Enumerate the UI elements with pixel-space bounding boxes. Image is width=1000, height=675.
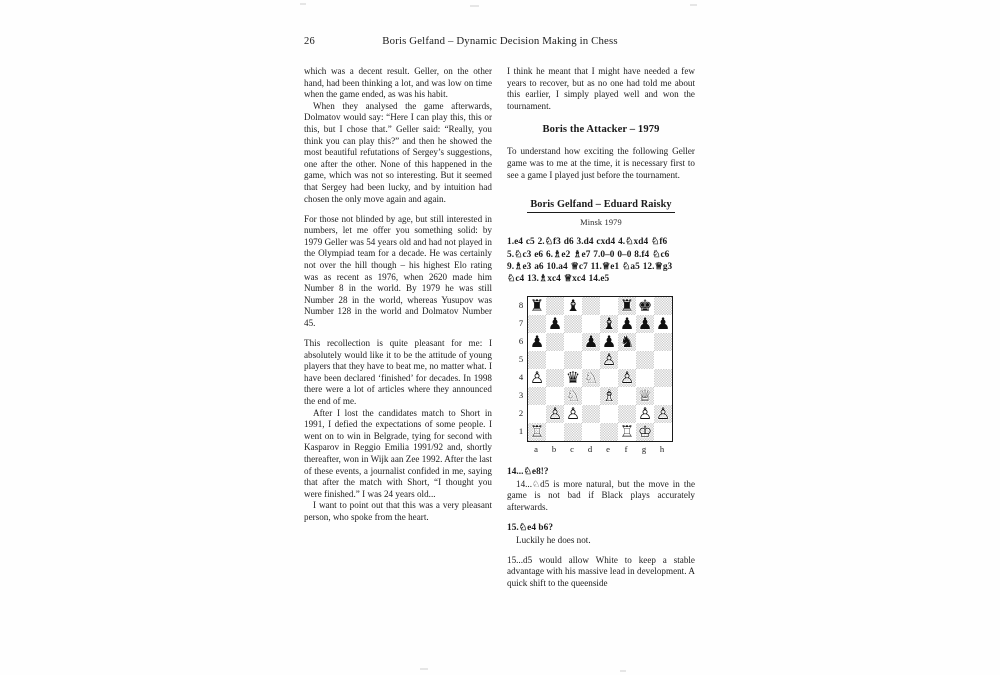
paragraph: which was a decent result. Geller, on the other hand, had been thinking a lot, and was low on time when the game ended, as was his habit. bbox=[304, 66, 492, 100]
board-square-b1 bbox=[546, 423, 564, 441]
board-square-f7 bbox=[618, 315, 636, 333]
chess-piece: ♖ bbox=[529, 421, 545, 441]
chess-piece: ♝ bbox=[565, 295, 581, 315]
board-square-b6 bbox=[546, 333, 564, 351]
board-square-a3 bbox=[528, 387, 546, 405]
board-square-d2 bbox=[582, 405, 600, 423]
file-label: d bbox=[587, 443, 593, 454]
game-event: Minsk 1979 bbox=[580, 218, 622, 228]
chess-piece: ♙ bbox=[529, 367, 545, 387]
file-labels bbox=[527, 444, 677, 454]
board-square-b3 bbox=[546, 387, 564, 405]
chess-piece: ♜ bbox=[529, 295, 545, 315]
file-label: b bbox=[551, 443, 557, 454]
board-square-b8 bbox=[546, 297, 564, 315]
board-square-g6 bbox=[636, 333, 654, 351]
board-square-g1 bbox=[636, 423, 654, 441]
board-square-g7 bbox=[636, 315, 654, 333]
paragraph: 15...d5 would allow White to keep a stable advantage with his massive lead in development. A quick shift to the queenside bbox=[507, 554, 695, 589]
board-square-a4 bbox=[528, 369, 546, 387]
board-with-ranks bbox=[515, 296, 677, 442]
chess-piece: ♛ bbox=[565, 367, 581, 387]
board-square-b2 bbox=[546, 405, 564, 423]
scan-artifact bbox=[300, 3, 306, 5]
rank-label: 6 bbox=[518, 335, 524, 346]
board-square-c3 bbox=[564, 387, 582, 405]
chessboard bbox=[527, 296, 673, 442]
board-square-h5 bbox=[654, 351, 672, 369]
board-square-h6 bbox=[654, 333, 672, 351]
move-line: 1.e4 c5 2.♘f3 d6 3.d4 cxd4 4.♘xd4 ♘f6 bbox=[507, 237, 668, 248]
chess-piece: ♘ bbox=[565, 385, 581, 405]
board-square-e7 bbox=[600, 315, 618, 333]
board-square-a1 bbox=[528, 423, 546, 441]
board-square-c8 bbox=[564, 297, 582, 315]
board-square-h3 bbox=[654, 387, 672, 405]
annotated-move: 15.♘e4 b6? bbox=[507, 522, 554, 533]
board-square-h4 bbox=[654, 369, 672, 387]
board-square-h7 bbox=[654, 315, 672, 333]
paragraph: For those not blinded by age, but still interested in numbers, let me offer you something solid: by 1979 Geller was 54 years old and had not played in the Olympiad team for a decade. He was certainly not over the hill though – his highest Elo rating was as recent as 1976, when 2620 made him Number 8 in the world. By 1979 he was still Number 28 in the world, whereas Yusupov was Number 128 in the world and Dolmatov Number 45. bbox=[304, 213, 492, 328]
paragraph: After I lost the candidates match to Short in 1991, I defied the expectations of some people. I went on to win in Belgrade, tying for second with Kasparov in Reggio Emilia 1991/92 and, shortly thereafter, won in Wijk aan Zee 1992. After the last of these events, a journalist confided in me, saying that after the match with Short, “I thought you were finished.” I was 24 years old... bbox=[304, 407, 492, 499]
chess-piece: ♟ bbox=[619, 313, 635, 333]
chess-piece: ♟ bbox=[601, 331, 617, 351]
rank-label: 8 bbox=[518, 299, 524, 310]
game-header bbox=[507, 194, 695, 213]
game-moves bbox=[507, 236, 695, 286]
board-square-f8 bbox=[618, 297, 636, 315]
board-square-h2 bbox=[654, 405, 672, 423]
scan-artifact bbox=[690, 4, 697, 6]
board-square-d7 bbox=[582, 315, 600, 333]
board-square-a6 bbox=[528, 333, 546, 351]
board-square-g5 bbox=[636, 351, 654, 369]
file-label: h bbox=[659, 443, 665, 454]
paragraph: This recollection is quite pleasant for me: I absolutely would like it to be the attitude of young players that they have to beat me, no matter what. I have been declared ‘finished’ for decades. In 1998 there were a lot of articles where they announced the end of me. bbox=[304, 338, 492, 407]
board-square-b7 bbox=[546, 315, 564, 333]
file-label: f bbox=[624, 443, 628, 454]
chess-piece: ♝ bbox=[601, 313, 617, 333]
board-square-h1 bbox=[654, 423, 672, 441]
game-players: Boris Gelfand – Eduard Raisky bbox=[527, 199, 674, 213]
paragraph: To understand how exciting the following Geller game was to me at the time, it is necessary first to see a game I played just before the tournament. bbox=[507, 146, 695, 180]
chess-piece: ♙ bbox=[601, 349, 617, 369]
board-square-f4 bbox=[618, 369, 636, 387]
board-square-e5 bbox=[600, 351, 618, 369]
annotation-note: Luckily he does not. bbox=[516, 534, 591, 545]
chess-piece: ♟ bbox=[637, 313, 653, 333]
left-column bbox=[304, 66, 492, 646]
file-label: a bbox=[534, 443, 538, 454]
board-square-g8 bbox=[636, 297, 654, 315]
rank-label: 1 bbox=[518, 425, 524, 436]
board-square-a8 bbox=[528, 297, 546, 315]
paragraph: I think he meant that I might have needed a few years to recover, but as no one had told me about this earlier, I simply played well and won the tournament. bbox=[507, 66, 695, 111]
move-line: ♘c4 13.♗xc4 ♕xc4 14.e5 bbox=[507, 274, 610, 285]
board-square-a2 bbox=[528, 405, 546, 423]
move-line: 5.♘c3 e6 6.♗e2 ♗e7 7.0–0 0–0 8.f4 ♘c6 bbox=[507, 249, 670, 260]
rank-label: 7 bbox=[518, 317, 524, 328]
chess-piece: ♞ bbox=[619, 331, 635, 351]
chess-piece: ♖ bbox=[619, 421, 635, 441]
annotated-move: 14...♘e8!? bbox=[507, 466, 549, 477]
section-heading: Boris the Attacker – 1979 bbox=[542, 124, 660, 136]
board-square-g4 bbox=[636, 369, 654, 387]
board-square-f1 bbox=[618, 423, 636, 441]
board-square-d4 bbox=[582, 369, 600, 387]
rank-label: 3 bbox=[518, 389, 524, 400]
board-square-c6 bbox=[564, 333, 582, 351]
chess-piece: ♟ bbox=[529, 331, 545, 351]
scan-artifact bbox=[470, 5, 479, 7]
board-square-f6 bbox=[618, 333, 636, 351]
rank-label: 2 bbox=[518, 407, 524, 418]
two-column-body bbox=[304, 66, 699, 646]
chess-piece: ♙ bbox=[637, 403, 653, 423]
board-square-e1 bbox=[600, 423, 618, 441]
chess-piece: ♕ bbox=[637, 385, 653, 405]
file-label: g bbox=[641, 443, 647, 454]
chess-piece: ♜ bbox=[619, 295, 635, 315]
paragraph: I want to point out that this was a very pleasant person, who spoke from the heart. bbox=[304, 500, 492, 522]
paragraph: When they analysed the game afterwards, Dolmatov would say: “Here I can play this, this or this, but I chose that.” Geller said: “Really, you think you can play this?” and then he showed the most beautiful refutations of Sergey’s suggestions, one after the other. None of this happened in the game, which was not so interesting. But it seemed that Sergey had been lucky, and by intuition had chosen the only move again and again. bbox=[304, 100, 492, 204]
board-square-b5 bbox=[546, 351, 564, 369]
board-square-c5 bbox=[564, 351, 582, 369]
board-square-d1 bbox=[582, 423, 600, 441]
chess-piece: ♙ bbox=[547, 403, 563, 423]
board-square-g3 bbox=[636, 387, 654, 405]
board-square-a7 bbox=[528, 315, 546, 333]
chess-piece: ♚ bbox=[637, 295, 653, 315]
move-line: 9.♗e3 a6 10.a4 ♕c7 11.♕e1 ♘a5 12.♕g3 bbox=[507, 261, 673, 272]
annotation-note: 14...♘d5 is more natural, but the move in the game is not bad if Black plays accurately afterwards. bbox=[507, 478, 695, 513]
board-square-e8 bbox=[600, 297, 618, 315]
board-square-c4 bbox=[564, 369, 582, 387]
chess-piece: ♙ bbox=[655, 403, 671, 423]
board-square-d3 bbox=[582, 387, 600, 405]
chess-piece: ♙ bbox=[565, 403, 581, 423]
scan-artifact bbox=[420, 668, 428, 670]
board-square-f5 bbox=[618, 351, 636, 369]
board-square-e3 bbox=[600, 387, 618, 405]
chess-piece: ♔ bbox=[637, 421, 653, 441]
chess-diagram bbox=[507, 296, 695, 458]
rank-labels bbox=[515, 296, 527, 442]
chess-piece: ♟ bbox=[655, 313, 671, 333]
file-label: c bbox=[570, 443, 574, 454]
board-square-c2 bbox=[564, 405, 582, 423]
scan-artifact bbox=[620, 670, 626, 672]
board-square-c7 bbox=[564, 315, 582, 333]
board-square-g2 bbox=[636, 405, 654, 423]
board-square-e4 bbox=[600, 369, 618, 387]
chess-piece: ♟ bbox=[583, 331, 599, 351]
board-square-h8 bbox=[654, 297, 672, 315]
file-label: e bbox=[606, 443, 610, 454]
board-square-c1 bbox=[564, 423, 582, 441]
board-square-f3 bbox=[618, 387, 636, 405]
board-square-b4 bbox=[546, 369, 564, 387]
board-square-a5 bbox=[528, 351, 546, 369]
page-text-block bbox=[290, 28, 710, 648]
board-square-f2 bbox=[618, 405, 636, 423]
running-head bbox=[290, 28, 710, 50]
rank-label: 4 bbox=[518, 371, 524, 382]
chess-piece: ♙ bbox=[619, 367, 635, 387]
page-number: 26 bbox=[304, 36, 315, 47]
chess-piece: ♘ bbox=[583, 367, 599, 387]
rank-label: 5 bbox=[518, 353, 524, 364]
chess-piece: ♗ bbox=[601, 385, 617, 405]
board-square-e2 bbox=[600, 405, 618, 423]
board-square-e6 bbox=[600, 333, 618, 351]
board-square-d5 bbox=[582, 351, 600, 369]
running-title: Boris Gelfand – Dynamic Decision Making in Chess bbox=[382, 35, 618, 47]
right-column bbox=[507, 66, 695, 646]
board-square-d6 bbox=[582, 333, 600, 351]
board-block bbox=[515, 296, 677, 454]
chess-piece: ♟ bbox=[547, 313, 563, 333]
board-square-d8 bbox=[582, 297, 600, 315]
